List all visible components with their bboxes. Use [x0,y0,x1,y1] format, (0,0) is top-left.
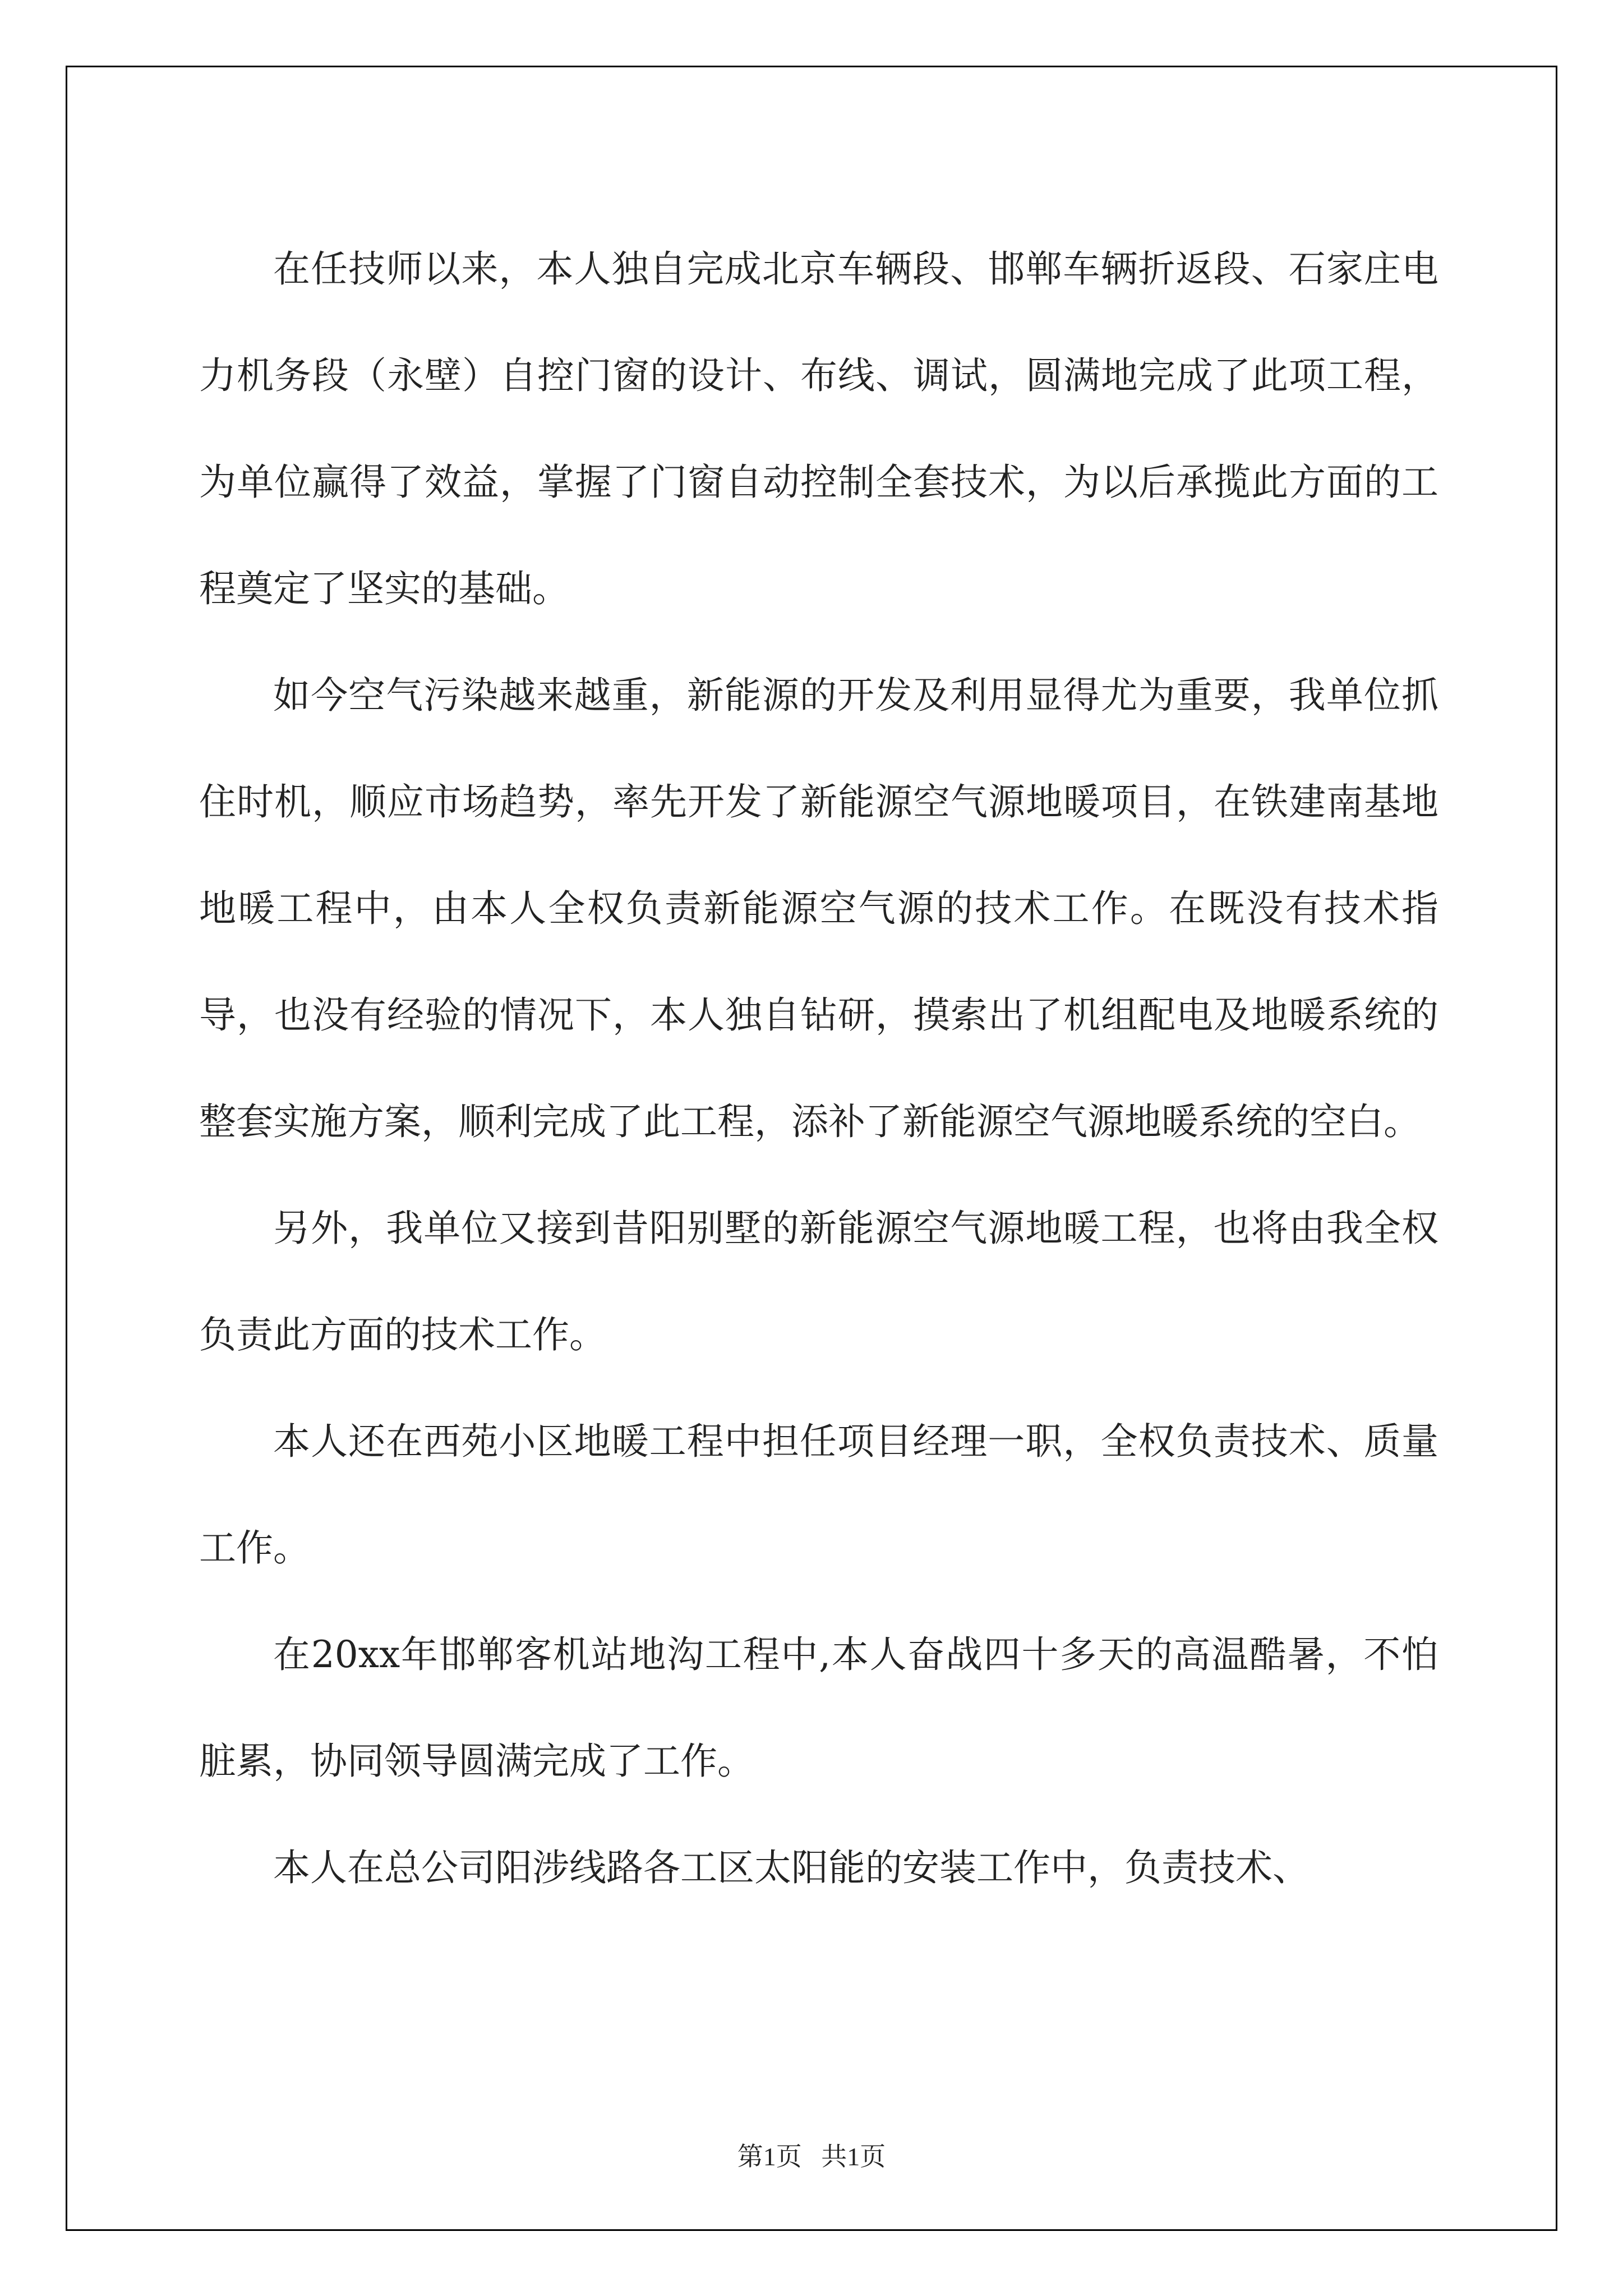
page-total: 共1页 [821,2142,886,2171]
paragraph-3: 另外，我单位又接到昔阳别墅的新能源空气源地暖工程，也将由我全权负责此方面的技术工作。 [199,1207,1438,1356]
paragraph-4: 本人还在西苑小区地暖工程中担任项目经理一职，全权负责技术、质量工作。 [199,1420,1438,1570]
page-number: 第1页 [737,2142,802,2171]
paragraph-2: 如今空气污染越来越重，新能源的开发及利用显得尤为重要，我单位抓住时机，顺应市场趋势，率先开发了新能源空气源地暖项目，在铁建南基地地暖工程中，由本人全权负责新能源空气源的技术工作。在既没有技术指导，也没有经验的情况下，本人独自钻研，摸索出了机组配电及地暖系统的整套实施方案，顺利完成了此工程，添补了新能源空气源地暖系统的空白。 [199,674,1438,1143]
footer-gap [802,2142,822,2171]
paragraph-5: 在20xx年邯郸客机站地沟工程中,本人奋战四十多天的高温酷暑，不怕脏累，协同领导圆满完成了工作。 [199,1633,1438,1783]
page-footer [0,2136,1623,2173]
paragraph-6: 本人在总公司阳涉线路各工区太阳能的安装工作中，负责技术、 [273,1846,1310,1889]
document-body [199,216,1438,1921]
paragraph-1: 在任技师以来，本人独自完成北京车辆段、邯郸车辆折返段、石家庄电力机务段（永壁）自控门窗的设计、布线、调试，圆满地完成了此项工程，为单位赢得了效益，掌握了门窗自动控制全套技术，为以后承揽此方面的工程奠定了坚实的基础。 [199,247,1438,610]
